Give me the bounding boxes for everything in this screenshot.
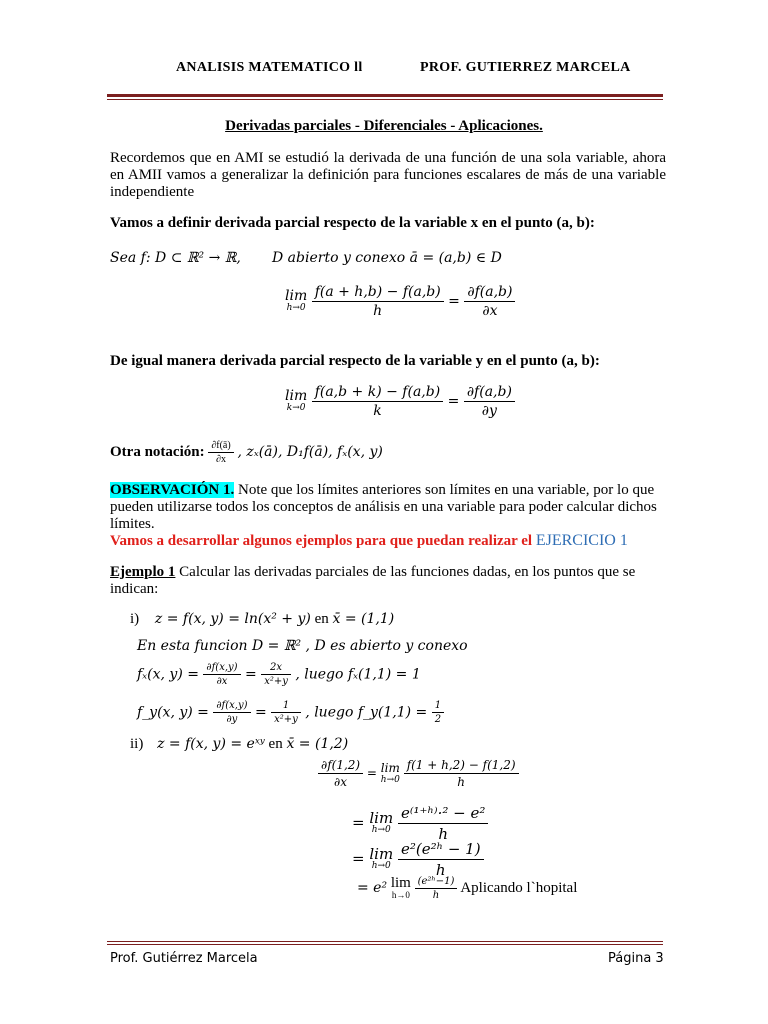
lim-operator: lim h→0: [285, 287, 308, 313]
notation-fraction: $\frac{\partial f(ā)}{\partial x}$: [208, 440, 233, 465]
limit-y-formula: lim k→0 $\frac{f(a,b + k) - f(a,b)}{k}$ = $\frac{\partial f(a,b)}{\partial y}$: [285, 384, 515, 419]
partial-y-heading: De igual manera derivada parcial respecto de la variable y en el punto (a, b):: [110, 353, 600, 369]
example-paragraph: [110, 564, 666, 598]
item-ii-step1: $\frac{\partial f(1,2)}{\partial x}$ = lim h→0 $\frac{f(1 + h,2) - f(1,2)}{h}$: [318, 758, 519, 789]
limit-y-fraction: $\frac{f(a,b + k) - f(a,b)}{k}$: [312, 384, 443, 419]
partial-x-heading: Vamos a definir derivada parcial respecto de la variable x en el punto (a, b):: [110, 215, 595, 231]
item-i-point: x̄ = (1,1): [332, 611, 395, 627]
item-i-fx: fₓ(x, y) = $\frac{\partial f(x,y)}{\partial x}$ = $\frac{2x}{\text{x²+y}}$ , luego fₓ(1,1) = 1: [137, 662, 421, 687]
observation-text: Note que los límites anteriores son límites en una variable, por lo que pueden utilizarse todos los conceptos de análisis en una variable para poder calcular dichos límites.: [110, 482, 657, 532]
item-ii-function: z = f(x, y) = eˣʸ: [157, 736, 265, 752]
header-rule-thin: [107, 99, 663, 100]
header-rule: [107, 94, 663, 97]
notation-label: Otra notación:: [110, 443, 205, 460]
item-ii-point: x̄ = (1,2): [286, 736, 349, 752]
example-text: Calcular las derivadas parciales de las funciones dadas, en los puntos que se indican:: [110, 564, 636, 597]
item-ii-en: en: [268, 736, 283, 752]
footer-author: Prof. Gutiérrez Marcela: [110, 951, 258, 966]
intro-paragraph: Recordemos que en AMI se estudió la derivada de una función de una sola variable, ahora en AMII vamos a generalizar la definición para funciones escalares de más de una variable independiente: [110, 150, 666, 200]
partial-y-symbol: $\frac{\partial f(a,b)}{\partial y}$: [464, 384, 515, 419]
footer-rule-thin: [107, 944, 663, 945]
item-ii-line: [130, 736, 348, 753]
observation-paragraph: [110, 482, 666, 533]
item-i-en: en: [314, 611, 329, 627]
limit-x-fraction: $\frac{f(a + h,b) - f(a,b)}{h}$: [312, 284, 444, 319]
partial-x-symbol: $\frac{\partial f(a,b)}{\partial x}$: [464, 284, 515, 319]
domain-definition: Sea f: D ⊂ ℝ² → ℝ,: [110, 250, 241, 266]
item-ii-step4: = e² lim h→0 $\frac{\text{(e²ʰ−1)}}{h}$ Aplicando l`hopital: [357, 874, 578, 901]
hopital-note: Aplicando l`hopital: [460, 879, 578, 896]
item-i-line: [130, 611, 394, 628]
notation-rest: , zₓ(ā), D₁f(ā), fₓ(x, y): [237, 443, 383, 460]
footer-page-number: Página 3: [608, 951, 664, 966]
header-course: ANALISIS MATEMATICO ll: [176, 60, 363, 75]
exercise-intro: Vamos a desarrollar algunos ejemplos para que puedan realizar el: [110, 533, 536, 549]
header-professor: PROF. GUTIERREZ MARCELA: [420, 60, 631, 75]
exercise-link: EJERCICIO 1: [535, 532, 628, 549]
observation-label: OBSERVACIÓN 1.: [110, 482, 235, 498]
item-i-number: i): [130, 611, 140, 627]
footer-rule: [107, 941, 663, 942]
notation-line: [110, 440, 383, 465]
item-ii-number: ii): [130, 736, 144, 752]
item-i-fy: f_y(x, y) = $\frac{\partial f(x,y)}{\partial y}$ = $\frac{1}{\text{x²+y}}$ , luego f_y(1,1) = $\frac{1}{2}$: [137, 700, 444, 725]
lim-operator: lim k→0: [285, 387, 308, 413]
item-ii-step2: = lim h→0 $\frac{\text{e⁽¹⁺ʰ⁾·² − e²}}{h}$: [352, 804, 488, 843]
example-label: Ejemplo 1: [110, 564, 176, 580]
item-i-function: z = f(x, y) = ln(x² + y): [154, 611, 311, 627]
item-i-domain: En esta funcion D = ℝ² , D es abierto y conexo: [137, 638, 468, 654]
limit-x-formula: lim h→0 $\frac{f(a + h,b) - f(a,b)}{h}$ = $\frac{\partial f(a,b)}{\partial x}$: [285, 284, 515, 319]
exercise-line: [110, 532, 628, 550]
item-ii-step3: = lim h→0 $\frac{\text{e²(e²ʰ − 1)}}{h}$: [352, 840, 484, 879]
domain-conditions: D abierto y conexo ā = (a,b) ∈ D: [272, 250, 502, 266]
page-title: Derivadas parciales - Diferenciales - Aplicaciones.: [225, 118, 543, 134]
